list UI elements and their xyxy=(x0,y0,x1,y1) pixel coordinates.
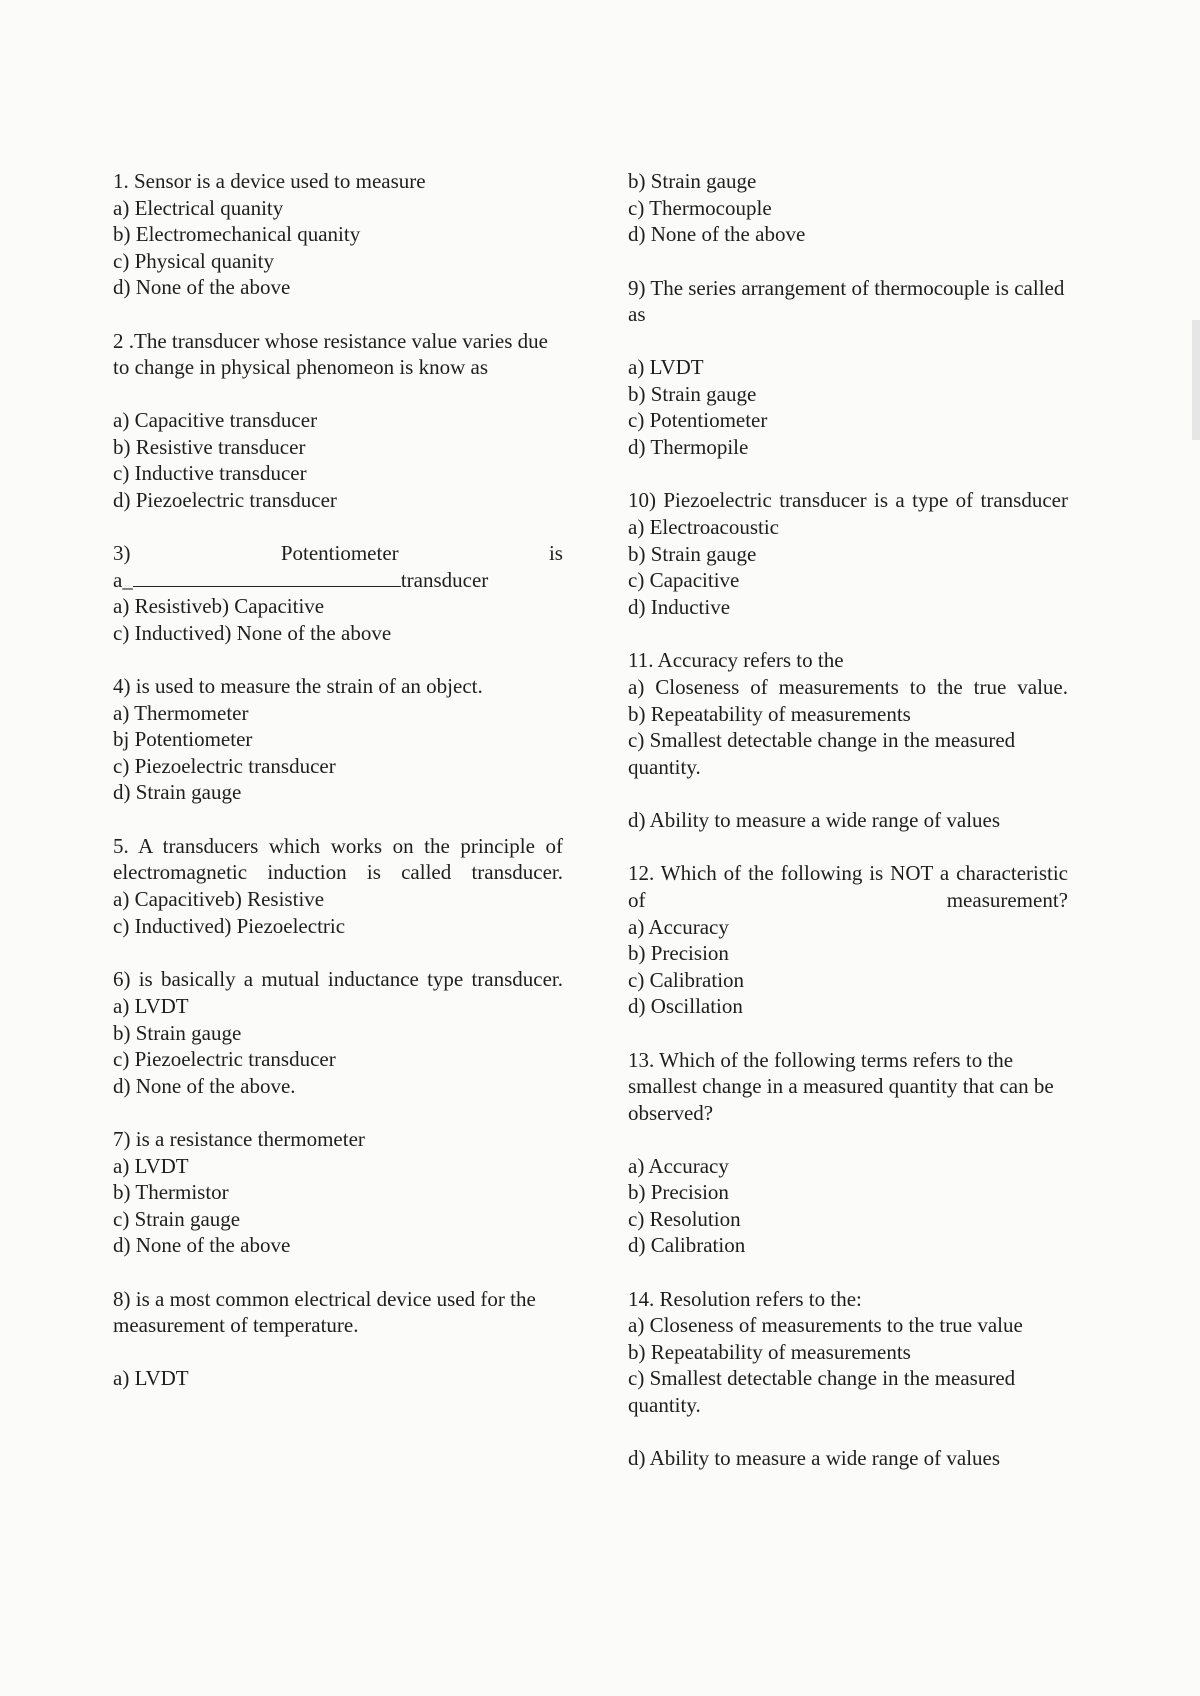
option: b) Strain gauge xyxy=(628,381,757,406)
option: a) LVDT xyxy=(113,1153,189,1178)
option: d) Inductive xyxy=(628,594,731,619)
option: a) Capacitive transducer xyxy=(113,408,318,432)
option: d) Ability to measure a wide range of values xyxy=(628,807,1001,832)
question-stem: 8) is a most common electrical device used for the measurement of temperature. xyxy=(113,1286,536,1337)
option: c) Strain gauge xyxy=(113,1206,241,1231)
option: b) Precision xyxy=(628,941,729,965)
question-stem: 10) Piezoelectric transducer is a type of transducer xyxy=(628,488,1068,512)
option: b) Strain gauge xyxy=(628,541,757,566)
question-1 xyxy=(113,168,563,301)
question-2 xyxy=(113,328,563,514)
option: a) Accuracy xyxy=(628,914,729,939)
option: a) Thermometer xyxy=(113,700,249,725)
question-stem: 12. Which of the following is NOT a characteristic of measurement? xyxy=(628,861,1068,912)
option: b) Thermistor xyxy=(113,1180,229,1204)
option: b) Repeatability of measurements xyxy=(628,701,911,726)
stem-word: a_ xyxy=(113,567,133,592)
question-5 xyxy=(113,833,563,940)
option: d) None of the above xyxy=(113,1233,291,1257)
option: a) Electrical quanity xyxy=(113,195,284,220)
question-number: 3) xyxy=(113,541,131,565)
option: b) Electromechanical quanity xyxy=(113,222,361,246)
option: d) None of the above xyxy=(628,222,806,246)
question-6 xyxy=(113,966,563,1099)
right-column xyxy=(628,168,1068,1498)
option: a) LVDT xyxy=(113,994,189,1018)
question-3 xyxy=(113,540,563,646)
question-4 xyxy=(113,673,563,806)
left-column xyxy=(113,168,563,1419)
question-stem xyxy=(113,540,563,567)
option: a) Electroacoustic xyxy=(628,515,779,539)
option: b) Precision xyxy=(628,1180,729,1204)
question-stem: 13. Which of the following terms refers to the smallest change in a measured quantity that can be observed? xyxy=(628,1047,1054,1125)
stem-word: Potentiometer xyxy=(280,541,399,565)
question-stem: 4) is used to measure the strain of an object. xyxy=(113,674,483,698)
option: c) Calibration xyxy=(628,967,745,992)
question-stem: 5. A transducers which works on the principle of electromagnetic induction is called transducer. xyxy=(113,833,563,884)
option: b) Strain gauge xyxy=(113,1020,242,1045)
option: d) Calibration xyxy=(628,1233,746,1257)
option: a) Accuracy xyxy=(628,1153,729,1178)
option: c) Inductived) None of the above xyxy=(113,620,392,645)
option: c) Thermocouple xyxy=(628,195,772,220)
question-stem: 9) The series arrangement of thermocouple is called as xyxy=(628,275,1065,326)
option: c) Potentiometer xyxy=(628,408,768,432)
fill-in-blank xyxy=(133,568,401,587)
question-stem-line2 xyxy=(113,567,563,594)
stem-word: is xyxy=(548,541,563,565)
option: bj Potentiometer xyxy=(113,727,253,751)
question-8 xyxy=(113,1286,563,1392)
option: d) None of the above. xyxy=(113,1073,296,1098)
option: a) LVDT xyxy=(628,355,704,379)
option: d) Ability to measure a wide range of values xyxy=(628,1445,1001,1470)
option: b) Strain gauge xyxy=(628,169,757,193)
question-9 xyxy=(628,275,1068,461)
question-stem: 6) is basically a mutual inductance type transducer. xyxy=(113,967,563,991)
option: d) Oscillation xyxy=(628,994,743,1018)
option: c) Resolution xyxy=(628,1206,741,1231)
option: c) Inductived) Piezoelectric xyxy=(113,913,346,938)
question-stem: 7) is a resistance thermometer xyxy=(113,1127,365,1151)
option: d) Piezoelectric transducer xyxy=(113,487,337,512)
option: c) Inductive transducer xyxy=(113,461,307,485)
question-stem: 2 .The transducer whose resistance value varies due to change in physical phenomeon is know as xyxy=(113,328,548,379)
question-stem: 1. Sensor is a device used to measure xyxy=(113,169,426,193)
question-7 xyxy=(113,1126,563,1259)
option: c) Piezoelectric transducer xyxy=(113,1047,336,1071)
question-12 xyxy=(628,860,1068,1020)
question-13 xyxy=(628,1047,1068,1259)
question-11 xyxy=(628,647,1068,833)
question-8-continued xyxy=(628,168,1068,248)
option: c) Piezoelectric transducer xyxy=(113,753,336,778)
question-stem: 11. Accuracy refers to the xyxy=(628,648,844,672)
option: d) None of the above xyxy=(113,275,291,299)
option: c) Smallest detectable change in the measured quantity. xyxy=(628,1366,1016,1417)
question-10 xyxy=(628,487,1068,620)
question-stem: 14. Resolution refers to the: xyxy=(628,1286,862,1311)
stem-word: transducer xyxy=(400,567,489,592)
question-14 xyxy=(628,1286,1068,1472)
option: a) Closeness of measurements to the true value xyxy=(628,1313,1023,1337)
option: b) Resistive transducer xyxy=(113,434,306,459)
option: d) Strain gauge xyxy=(113,780,242,804)
option: d) Thermopile xyxy=(628,434,749,459)
option: a) Resistiveb) Capacitive xyxy=(113,594,325,618)
option: a) LVDT xyxy=(113,1366,189,1390)
option: a) Closeness of measurements to the true value. xyxy=(628,674,1068,699)
option: c) Capacitive xyxy=(628,568,740,592)
option: c) Physical quanity xyxy=(113,248,274,273)
option: b) Repeatability of measurements xyxy=(628,1339,911,1364)
option: c) Smallest detectable change in the measured quantity. xyxy=(628,728,1016,779)
option: a) Capacitiveb) Resistive xyxy=(113,887,325,911)
scan-edge-shadow xyxy=(1192,320,1200,440)
